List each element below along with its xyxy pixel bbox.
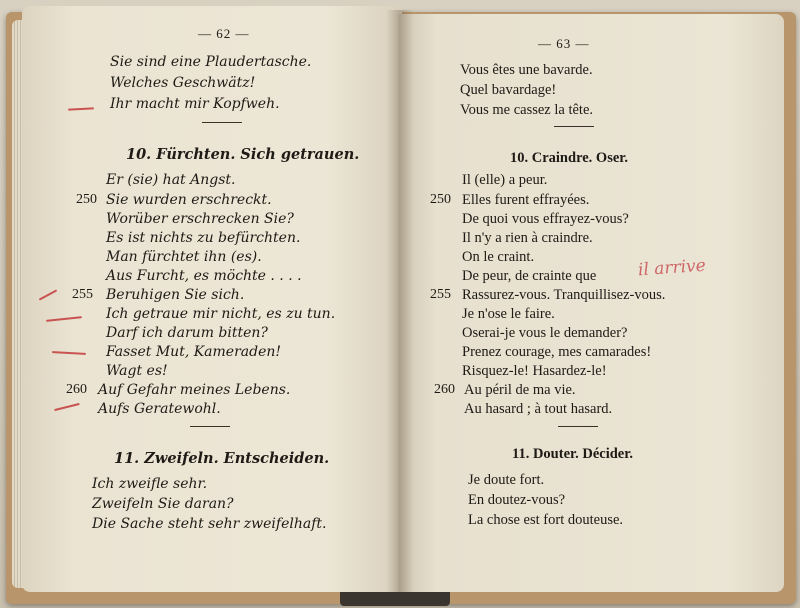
right-line: De quoi vous effrayez-vous? xyxy=(462,211,629,227)
divider xyxy=(558,426,598,427)
red-pencil-mark xyxy=(54,403,80,411)
right-line: Oserai-je vous le demander? xyxy=(462,325,628,341)
left-line: Darf ich darum bitten? xyxy=(106,325,268,341)
line-number: 250 xyxy=(76,192,97,207)
left-line: Wagt es! xyxy=(106,363,168,379)
left-line: Worüber erschrecken Sie? xyxy=(106,211,294,227)
right-section-11-title: 11. Douter. Décider. xyxy=(512,446,633,462)
right-line: Il n'y a rien à craindre. xyxy=(462,230,593,246)
book-gutter xyxy=(386,10,414,596)
right-top-line: Vous me cassez la tête. xyxy=(460,102,594,118)
left-top-line: Ihr macht mir Kopfweh. xyxy=(110,96,280,112)
handwritten-note: il arrive xyxy=(637,255,707,281)
left-line: Zweifeln Sie daran? xyxy=(92,496,234,512)
left-line: Aufs Geratewohl. xyxy=(98,401,221,417)
left-page-number: — 62 — xyxy=(198,26,250,41)
right-line: Elles furent effrayées. xyxy=(462,192,590,208)
line-number: 250 xyxy=(430,192,451,207)
left-section-10-title: 10. Fürchten. Sich getrauen. xyxy=(126,146,360,163)
right-line: Je doute fort. xyxy=(468,472,545,488)
left-line: Es ist nichts zu befürchten. xyxy=(106,230,301,246)
right-page-number: — 63 — xyxy=(538,36,590,51)
right-line: De peur, de crainte que xyxy=(462,268,597,284)
left-line: Aus Furcht, es möchte . . . . xyxy=(106,268,302,284)
right-line: On le craint. xyxy=(462,249,535,265)
right-top-line: Vous êtes une bavarde. xyxy=(460,62,593,78)
spine-bottom xyxy=(340,592,450,606)
right-section-10-title: 10. Craindre. Oser. xyxy=(510,150,629,166)
left-line: Beruhigen Sie sich. xyxy=(106,287,245,303)
left-line: Man fürchtet ihn (es). xyxy=(106,249,262,265)
red-pencil-mark xyxy=(52,351,86,355)
left-top-line: Welches Geschwätz! xyxy=(110,75,256,91)
left-line: Sie wurden erschreckt. xyxy=(106,192,272,208)
right-line: Au hasard ; à tout hasard. xyxy=(464,401,613,417)
line-number: 255 xyxy=(72,287,93,302)
divider xyxy=(202,122,242,123)
left-line: Ich zweifle sehr. xyxy=(92,476,208,492)
right-line: En doutez-vous? xyxy=(468,492,566,508)
red-pencil-mark xyxy=(39,289,58,300)
red-pencil-mark xyxy=(68,107,94,110)
left-line: Er (sie) hat Angst. xyxy=(106,172,236,188)
divider xyxy=(190,426,230,427)
right-line: Risquez-le! Hasardez-le! xyxy=(462,363,607,379)
divider xyxy=(554,126,594,127)
right-line: Au péril de ma vie. xyxy=(464,382,576,398)
left-line: Auf Gefahr meines Lebens. xyxy=(98,382,291,398)
left-page xyxy=(22,6,402,592)
right-line: Je n'ose le faire. xyxy=(462,306,555,322)
right-line: Il (elle) a peur. xyxy=(462,172,548,188)
right-page xyxy=(398,14,784,592)
left-line: Die Sache steht sehr zweifelhaft. xyxy=(92,516,327,532)
left-line: Fasset Mut, Kameraden! xyxy=(106,344,282,360)
red-pencil-mark xyxy=(46,316,82,322)
right-line: La chose est fort douteuse. xyxy=(468,512,624,528)
left-section-11-title: 11. Zweifeln. Entscheiden. xyxy=(114,450,330,467)
right-top-line: Quel bavardage! xyxy=(460,82,557,98)
line-number: 255 xyxy=(430,287,451,302)
left-line: Ich getraue mir nicht, es zu tun. xyxy=(106,306,336,322)
right-line: Rassurez-vous. Tranquillisez-vous. xyxy=(462,287,666,303)
left-top-line: Sie sind eine Plaudertasche. xyxy=(110,54,312,70)
line-number: 260 xyxy=(434,382,455,397)
line-number: 260 xyxy=(66,382,87,397)
right-line: Prenez courage, mes camarades! xyxy=(462,344,652,360)
